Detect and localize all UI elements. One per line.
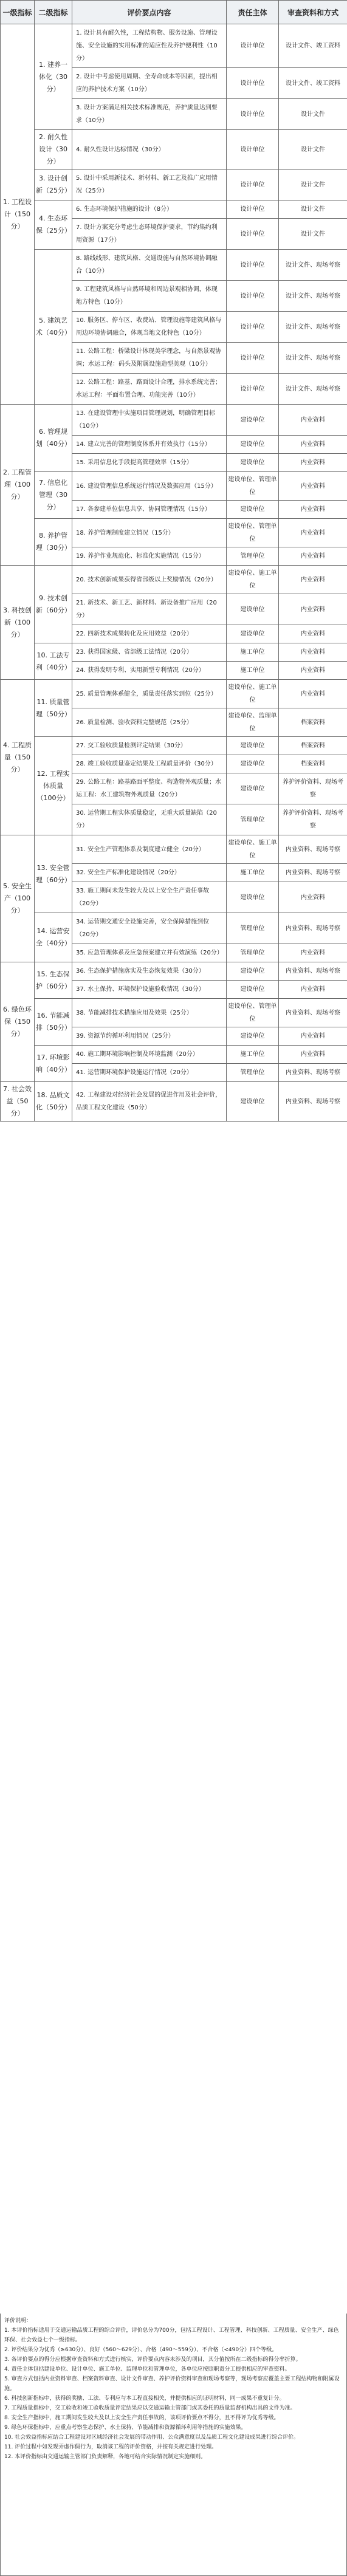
content-cell: 4. 耐久性设计达标情况（30分） (72, 130, 227, 170)
evaluation-table (0, 0, 347, 1122)
note-item: 8. 安全生产指标中，施工期间发生较大及以上安全生产责任事故的，该项评价要点不得分，且不得评为优秀等级。 (4, 2415, 280, 2421)
content-cell: 7. 设计方案充分考虑生态环境保护要求，节约集约利用资源（17分） (72, 219, 227, 250)
level1-cell: 7. 社会效益（50分） (1, 1082, 35, 1122)
content-cell: 40. 施工期环境影响控制及环境监测（20分） (72, 1046, 227, 1064)
level2-cell: 14. 运营安全（40分） (35, 913, 72, 962)
review-cell: 内业资料、现场考察 (279, 864, 347, 882)
table-row (1, 913, 347, 944)
review-cell: 内业资料 (279, 547, 347, 566)
responsible-cell: 建设单位、施工单位 (227, 680, 279, 708)
level2-cell: 1. 建养一体化（30分） (35, 24, 72, 130)
content-cell: 21. 新技术、新工艺、新材料、新设备推广应用（20分） (72, 594, 227, 625)
content-cell: 26. 质量检测、验收资料完整规范（25分） (72, 708, 227, 737)
level2-cell: 12. 工程实体质量（100分） (35, 737, 72, 835)
notes-list (4, 2326, 343, 2462)
responsible-cell: 管理单位 (227, 913, 279, 944)
table-row (1, 737, 347, 755)
responsible-cell: 管理单位 (227, 944, 279, 962)
header-responsible: 责任主体 (227, 1, 279, 24)
content-cell: 2. 设计中考虑使用周期、全寿命成本等因素，提出相应的养护技术方案（10分） (72, 68, 227, 99)
table-row (1, 24, 347, 68)
responsible-cell: 建设单位 (227, 501, 279, 519)
responsible-cell: 建设单位、施工单位 (227, 566, 279, 594)
review-cell: 内业资料 (279, 981, 347, 999)
review-cell: 设计文件 (279, 130, 347, 170)
content-cell: 28. 竣工验收质量鉴定结果及工程质量评价（30分） (72, 755, 227, 773)
responsible-cell: 建设单位 (227, 737, 279, 755)
responsible-cell: 建设单位 (227, 981, 279, 999)
header-level2: 二级指标 (35, 1, 72, 24)
content-cell: 25. 质量管理体系健全，质量责任落实到位（25分） (72, 680, 227, 708)
review-cell: 内业资料、现场考察 (279, 999, 347, 1027)
level2-cell: 11. 质量管理（50分） (35, 680, 72, 737)
note-item: 12. 本评价指标由交通运输主管部门负责解释，各地可结合实际情况制定实施细则。 (4, 2454, 207, 2460)
review-cell: 内业资料 (279, 436, 347, 454)
responsible-cell: 设计单位 (227, 219, 279, 250)
review-cell: 内业资料 (279, 501, 347, 519)
level2-cell: 10. 工法专利（40分） (35, 643, 72, 680)
level2-cell: 6. 管理规划（40分） (35, 405, 72, 472)
content-cell: 17. 各参建单位信息共享、协同管理情况（15分） (72, 501, 227, 519)
responsible-cell: 建设单位、施工单位 (227, 835, 279, 864)
review-cell: 内业资料、现场考察 (279, 1064, 347, 1082)
review-cell: 内业资料 (279, 1046, 347, 1064)
responsible-cell: 设计单位 (227, 281, 279, 312)
review-cell: 设计文件、现场考察 (279, 281, 347, 312)
level2-cell: 4. 生态环保（25分） (35, 200, 72, 250)
review-cell: 内业资料、现场考察 (279, 913, 347, 944)
content-cell: 27. 交工验收质量检测评定结果（30分） (72, 737, 227, 755)
level2-cell: 9. 技术创新（60分） (35, 566, 72, 643)
table-row (1, 999, 347, 1027)
review-cell: 设计文件、现场考察 (279, 250, 347, 281)
responsible-cell: 建设单位 (227, 625, 279, 643)
level1-cell: 1. 工程设计（150分） (1, 24, 35, 405)
notes-section (0, 2314, 347, 2576)
note-item: 2. 评价结果分为优秀（≥630分）、良好（560～629分）、合格（490～559分）、不合格（<490分）四个等级。 (4, 2347, 278, 2353)
review-cell: 养护评价资料、现场考察 (279, 773, 347, 804)
responsible-cell: 设计单位 (227, 99, 279, 130)
content-cell: 37. 水土保持、环境保护设施验收情况（30分） (72, 981, 227, 999)
content-cell: 3. 设计方案满足相关技术标准规范，养护质量达到要求（10分） (72, 99, 227, 130)
level1-cell: 6. 绿色环保（150分） (1, 962, 35, 1082)
review-cell: 设计文件 (279, 219, 347, 250)
review-cell: 内业资料 (279, 680, 347, 708)
responsible-cell: 设计单位 (227, 170, 279, 200)
review-cell: 内业资料、现场考察 (279, 835, 347, 864)
responsible-cell: 设计单位 (227, 374, 279, 405)
content-cell: 42. 工程建设对经济社会发展的促进作用及社会评价，品质工程文化建设（50分） (72, 1082, 227, 1122)
level2-cell: 2. 耐久性设计（30分） (35, 130, 72, 170)
review-cell: 内业资料 (279, 625, 347, 643)
content-cell: 19. 养护作业规范化、标准化实施情况（15分） (72, 547, 227, 566)
review-cell: 内业资料 (279, 1027, 347, 1046)
table-row (1, 250, 347, 281)
content-cell: 20. 技术创新成果获得省部级以上奖励情况（20分） (72, 566, 227, 594)
review-cell: 养护评价资料、现场考察 (279, 804, 347, 835)
content-cell: 32. 安全生产标准化建设情况（20分） (72, 864, 227, 882)
table-row (1, 962, 347, 981)
responsible-cell: 建设单位 (227, 755, 279, 773)
responsible-cell: 施工单位 (227, 643, 279, 662)
responsible-cell: 建设单位 (227, 882, 279, 913)
table-row (1, 835, 347, 864)
content-cell: 29. 公路工程：路基路面平整度、构造物外观质量；水运工程：水工建筑物外观质量（20分） (72, 773, 227, 804)
review-cell: 设计文件、竣工资料 (279, 68, 347, 99)
content-cell: 38. 节能减排技术措施应用及效果（25分） (72, 999, 227, 1027)
content-cell: 5. 设计中采用新技术、新材料、新工艺及推广应用情况（25分） (72, 170, 227, 200)
table-row (1, 472, 347, 501)
responsible-cell: 施工单位 (227, 1046, 279, 1064)
responsible-cell: 建设单位 (227, 1027, 279, 1046)
level1-cell: 2. 工程管理（100分） (1, 405, 35, 566)
content-cell: 34. 运营期交通安全设施完善，安全保障措施到位（20分） (72, 913, 227, 944)
review-cell: 档案资料 (279, 708, 347, 737)
review-cell: 设计文件、现场考察 (279, 343, 347, 374)
responsible-cell: 设计单位 (227, 200, 279, 219)
responsible-cell: 建设单位 (227, 405, 279, 436)
review-cell: 设计文件 (279, 170, 347, 200)
review-cell: 内业资料、现场考察 (279, 1082, 347, 1122)
responsible-cell: 建设单位 (227, 594, 279, 625)
content-cell: 6. 生态环境保护措施的设计（8分） (72, 200, 227, 219)
note-item: 4. 责任主体包括建设单位、设计单位、施工单位、监理单位和管理单位，各单位应按照职责分工提供相应的审查资料。 (4, 2366, 290, 2372)
table-row (1, 1046, 347, 1064)
review-cell: 内业资料 (279, 662, 347, 680)
content-cell: 16. 建设管理信息系统运行情况及数据应用（15分） (72, 472, 227, 501)
level1-cell: 4. 工程质量（150分） (1, 680, 35, 835)
review-cell: 内业资料 (279, 566, 347, 594)
content-cell: 41. 运营期环境保护设施运行情况（20分） (72, 1064, 227, 1082)
responsible-cell: 设计单位 (227, 343, 279, 374)
note-item: 3. 各评价要点的得分应根据审查资料和方式进行核实，评价要点内容未涉及的项目，其分值按所在二级指标的得分率折算。 (4, 2357, 301, 2363)
table-row (1, 643, 347, 662)
content-cell: 12. 公路工程：路基、路面设计合理，排水系统完善；水运工程：平面布置合理、功能完善（10分） (72, 374, 227, 405)
responsible-cell: 设计单位 (227, 24, 279, 68)
content-cell: 14. 建立完善的管理制度体系并有效执行（15分） (72, 436, 227, 454)
note-item: 9. 绿色环保指标中，应重点考察生态保护、水土保持、节能减排和资源循环利用等措施的实施效果。 (4, 2425, 247, 2431)
level2-cell: 13. 安全管理（60分） (35, 835, 72, 913)
responsible-cell: 设计单位 (227, 68, 279, 99)
table-header-row (1, 1, 347, 24)
content-cell: 35. 应急管理体系及应急预案建立并有效演练（20分） (72, 944, 227, 962)
level2-cell: 15. 生态保护（60分） (35, 962, 72, 999)
table-row (1, 519, 347, 547)
responsible-cell: 设计单位 (227, 250, 279, 281)
level2-cell: 7. 信息化管理（30分） (35, 472, 72, 519)
responsible-cell: 建设单位 (227, 1082, 279, 1122)
review-cell: 内业资料 (279, 944, 347, 962)
content-cell: 23. 获得国家级、省部级工法情况（20分） (72, 643, 227, 662)
review-cell: 设计文件 (279, 200, 347, 219)
content-cell: 9. 工程建筑风格与自然环境和周边景观相协调，体现地方特色（10分） (72, 281, 227, 312)
table-row (1, 1082, 347, 1122)
responsible-cell: 设计单位 (227, 312, 279, 343)
content-cell: 8. 路线线形、建筑风格、交通设施与自然环境协调融合（10分） (72, 250, 227, 281)
responsible-cell: 建设单位 (227, 436, 279, 454)
content-cell: 24. 获得发明专利、实用新型专利情况（20分） (72, 662, 227, 680)
responsible-cell: 建设单位 (227, 454, 279, 472)
responsible-cell: 管理单位 (227, 547, 279, 566)
content-cell: 30. 运营期工程实体质量稳定，无重大质量缺陷（20分） (72, 804, 227, 835)
responsible-cell: 建设单位 (227, 773, 279, 804)
review-cell: 内业资料 (279, 454, 347, 472)
table-row (1, 170, 347, 200)
review-cell: 内业资料、现场考察 (279, 962, 347, 981)
level2-cell: 16. 节能减排（50分） (35, 999, 72, 1046)
note-item: 11. 评价过程中如发现弄虚作假行为，取消该工程的评价资格，并按有关规定进行处理。 (4, 2444, 218, 2450)
responsible-cell: 施工单位 (227, 662, 279, 680)
responsible-cell: 设计单位 (227, 130, 279, 170)
notes-title: 评价说明： (4, 2318, 32, 2324)
review-cell: 档案资料 (279, 755, 347, 773)
responsible-cell: 建设单位、管理单位 (227, 472, 279, 501)
table-row (1, 130, 347, 170)
responsible-cell: 管理单位 (227, 804, 279, 835)
level2-cell: 5. 建筑艺术（40分） (35, 250, 72, 405)
note-item: 5. 审查方式包括内业资料审查、档案资料审查、设计文件审查、养护评价资料审查和现场考察等，现场考察应覆盖主要工程结构物和附属设施。 (4, 2376, 340, 2392)
review-cell: 档案资料 (279, 737, 347, 755)
responsible-cell: 建设单位、监理单位 (227, 708, 279, 737)
content-cell: 33. 施工期间未发生较大及以上安全生产责任事故（20分） (72, 882, 227, 913)
content-cell: 31. 安全生产管理体系及制度建立健全（20分） (72, 835, 227, 864)
table-row (1, 200, 347, 219)
review-cell: 设计文件、竣工资料 (279, 24, 347, 68)
header-review: 审查资料和方式 (279, 1, 347, 24)
review-cell: 内业资料 (279, 405, 347, 436)
responsible-cell: 建设单位、管理单位 (227, 999, 279, 1027)
table-row (1, 680, 347, 708)
review-cell: 设计文件 (279, 99, 347, 130)
table-row (1, 566, 347, 594)
responsible-cell: 管理单位 (227, 1064, 279, 1082)
note-item: 7. 工程质量指标中，交工验收和竣工验收质量评定结果应以交通运输主管部门或其委托的质量监督机构出具的文件为准。 (4, 2405, 296, 2411)
content-cell: 18. 养护管理制度建立情况（15分） (72, 519, 227, 547)
responsible-cell: 施工单位 (227, 864, 279, 882)
header-content: 评价要点内容 (72, 1, 227, 24)
responsible-cell: 建设单位 (227, 962, 279, 981)
content-cell: 11. 公路工程：桥梁设计体现美学理念，与自然景观协调；水运工程：码头及附属设施造型美观（10分） (72, 343, 227, 374)
level1-cell: 5. 安全生产（100分） (1, 835, 35, 962)
table-body (1, 24, 347, 1122)
level2-cell: 3. 设计创新（25分） (35, 170, 72, 200)
note-item: 1. 本评价指标适用于交通运输品质工程的综合评价，评价总分为700分，包括工程设计、工程管理、科技创新、工程质量、安全生产、绿色环保、社会效益七个一级指标。 (4, 2328, 339, 2343)
review-cell: 设计文件、现场考察 (279, 312, 347, 343)
content-cell: 36. 生态保护措施落实及生态恢复效果（30分） (72, 962, 227, 981)
content-cell: 13. 在建设管理中实施项目管理规划，明确管理目标（10分） (72, 405, 227, 436)
level2-cell: 8. 养护管理（30分） (35, 519, 72, 566)
content-cell: 22. 四新技术成果转化及应用效益（20分） (72, 625, 227, 643)
review-cell: 内业资料 (279, 882, 347, 913)
content-cell: 15. 采用信息化手段提高管理效率（15分） (72, 454, 227, 472)
content-cell: 10. 服务区、停车区、收费站、管理设施等建筑风格与周边环境协调融合，体现当地文化特色（10分） (72, 312, 227, 343)
note-item: 6. 科技创新指标中，获得的奖励、工法、专利应与本工程直接相关，并提供相应的证明材料，同一成果不重复计分。 (4, 2396, 285, 2402)
content-cell: 39. 资源节约循环利用情况（25分） (72, 1027, 227, 1046)
responsible-cell: 建设单位、管理单位 (227, 519, 279, 547)
level1-cell: 3. 科技创新（100分） (1, 566, 35, 680)
level2-cell: 17. 环境影响（40分） (35, 1046, 72, 1082)
content-cell: 1. 设计具有耐久性，工程结构物、服务设施、管理设施、安全设施的实用标准的适应性及养护便利性（10分） (72, 24, 227, 68)
review-cell: 内业资料 (279, 594, 347, 625)
review-cell: 内业资料 (279, 643, 347, 662)
review-cell: 内业资料 (279, 472, 347, 501)
note-item: 10. 社会效益指标应结合工程建设对区域经济社会发展的带动作用、公众满意度以及品质工程文化建设成果进行综合评价。 (4, 2434, 300, 2441)
header-level1: 一级指标 (1, 1, 35, 24)
table-row (1, 405, 347, 436)
level2-cell: 18. 品质文化（50分） (35, 1082, 72, 1122)
review-cell: 内业资料 (279, 519, 347, 547)
review-cell: 设计文件、现场考察 (279, 374, 347, 405)
